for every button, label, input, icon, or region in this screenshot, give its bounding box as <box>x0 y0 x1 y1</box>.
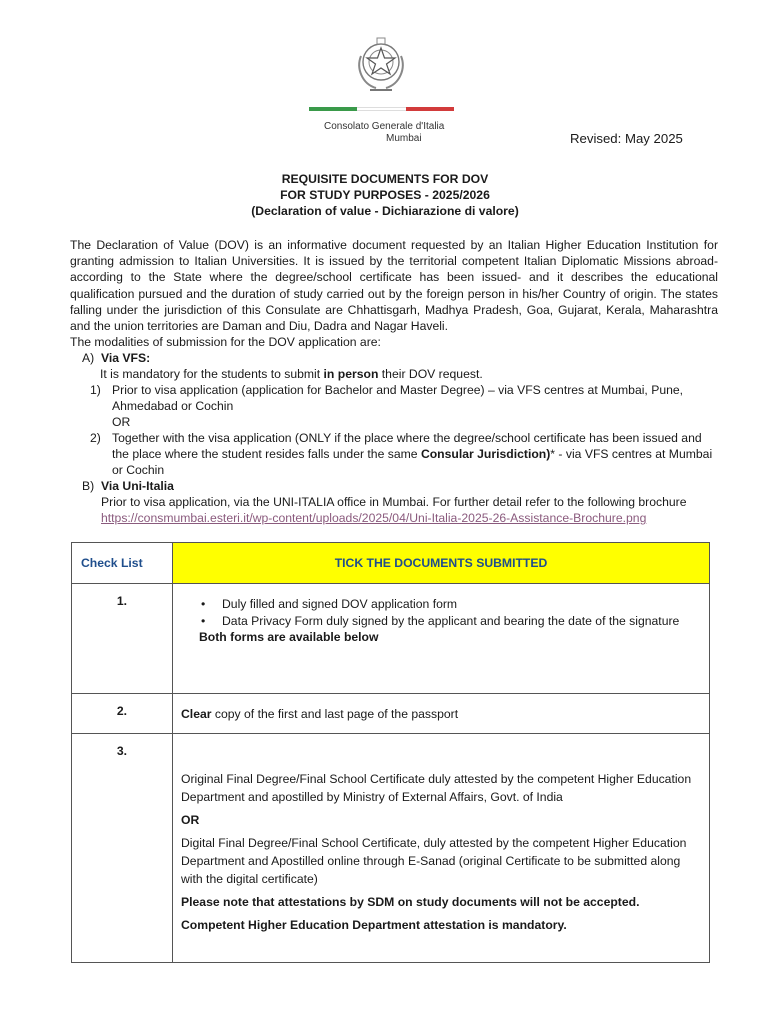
mandatory-post: their DOV request. <box>378 367 483 381</box>
row-content <box>173 734 710 963</box>
item-2-pre: Together with the visa application (ONLY if the place where the degree/school certificate has been issued and the place where the student resides falls under the same <box>112 431 702 462</box>
header-checklist: Check List <box>72 543 173 584</box>
bullet-text: Data Privacy Form duly signed by the applicant and bearing the date of the signature <box>222 613 680 628</box>
option-a-marker: A) <box>82 351 95 365</box>
option-b-text <box>101 494 721 526</box>
consulate-name: Consolato Generale d'Italia <box>324 121 445 132</box>
italian-flag-stripe <box>309 107 454 111</box>
bullet-icon: • <box>201 613 206 628</box>
option-b-marker: B) <box>82 479 95 493</box>
table-row <box>72 584 710 694</box>
modalities-text: The modalities of submission for the DOV application are: <box>70 335 381 349</box>
item-2-post: * - via VFS centres at Mumbai or Cochin <box>112 447 713 478</box>
table-row <box>72 694 710 734</box>
title-line-2: FOR STUDY PURPOSES - 2025/2026 <box>280 188 490 202</box>
sdm-note: Please note that attestations by SDM on study documents will not be accepted. <box>181 895 640 909</box>
consulate-city: Mumbai <box>386 133 422 144</box>
option-a-heading <box>82 350 150 366</box>
document-title <box>0 171 770 219</box>
row-text: copy of the first and last page of the passport <box>211 707 459 721</box>
option-b-label: Via Uni-Italia <box>100 479 174 493</box>
intro-paragraph: The Declaration of Value (DOV) is an informative document requested by an Italian Higher Education Institution for granting admission to Italian Universities. It is issued by the territorial competent Italian Diplomatic Missions abroad- according to the State where the degree/school certificate has been issued- and it describes the educational qualification pursued and the duration of study carried out by the foreign person in his/her Country of origin. The states falling under the jurisdiction of this Consulate are Chhattisgarh, Madhya Pradesh, Goa, Gujarat, Kerala, Maharashtra and the union territories are Daman and Diu, Dadra and Nagar Haveli. <box>70 238 718 334</box>
row-number: 3. <box>72 734 173 963</box>
list-item <box>181 596 701 613</box>
original-certificate-text: Original Final Degree/Final School Certificate duly attested by the competent Higher Education Department and apostilled by Ministry of External Affairs, Govt. of India <box>181 772 692 804</box>
table-header-row <box>72 543 710 584</box>
option-a-item-2 <box>90 430 720 479</box>
flag-white <box>357 107 405 111</box>
row-content <box>173 694 710 734</box>
list-item <box>181 613 701 630</box>
consulate-logo-text <box>324 121 444 145</box>
bullet-icon: • <box>201 597 206 611</box>
option-a-label: Via VFS: <box>100 351 151 365</box>
brochure-link[interactable]: https://consmumbai.esteri.it/wp-content/uploads/2025/04/Uni-Italia-2025-26-Assistance-Brochure.png <box>101 511 647 526</box>
option-a-item-1 <box>90 382 720 414</box>
digital-certificate-text: Digital Final Degree/Final School Certificate, duly attested by the competent Higher Education Department and Apostilled online through E-Sanad (original Certificate to be submitted along with the digital certificate) <box>181 836 687 886</box>
item-2-number: 2) <box>90 431 101 445</box>
header-tick-documents: TICK THE DOCUMENTS SUBMITTED <box>173 543 710 584</box>
mandatory-pre: It is mandatory for the students to submit <box>100 367 324 381</box>
item-2-text <box>112 430 720 479</box>
italian-emblem-icon <box>352 34 410 94</box>
row-content <box>173 584 710 694</box>
item-2-bold: Consular Jurisdiction) <box>420 447 551 462</box>
option-a-or: OR <box>112 415 131 429</box>
row-number: 2. <box>72 694 173 734</box>
mandatory-bold: in person <box>323 367 379 381</box>
title-line-1: REQUISITE DOCUMENTS FOR DOV <box>281 172 489 186</box>
mandatory-note <box>100 366 483 382</box>
revision-date: Revised: May 2025 <box>570 131 683 146</box>
item-1-number: 1) <box>90 383 101 397</box>
forms-note: Both forms are available below <box>199 630 379 644</box>
checklist-table <box>71 542 710 963</box>
title-line-3: (Declaration of value - Dichiarazione di valore) <box>251 204 519 218</box>
brochure-description: Prior to visa application, via the UNI-ITALIA office in Mumbai. For further detail refer to the following brochure <box>101 495 687 509</box>
flag-green <box>309 107 357 111</box>
table-row <box>72 734 710 963</box>
flag-red <box>406 107 454 111</box>
row-number: 1. <box>72 584 173 694</box>
option-b-heading <box>82 478 174 494</box>
attestation-note: Competent Higher Education Department attestation is mandatory. <box>181 918 567 932</box>
item-1-text: Prior to visa application (application for Bachelor and Master Degree) – via VFS centres at Mumbai, Pune, Ahmedabad or Cochin <box>112 383 684 414</box>
bullet-text: Duly filled and signed DOV application form <box>222 597 458 611</box>
row-bold-text: Clear <box>181 707 212 721</box>
or-text: OR <box>181 813 200 827</box>
